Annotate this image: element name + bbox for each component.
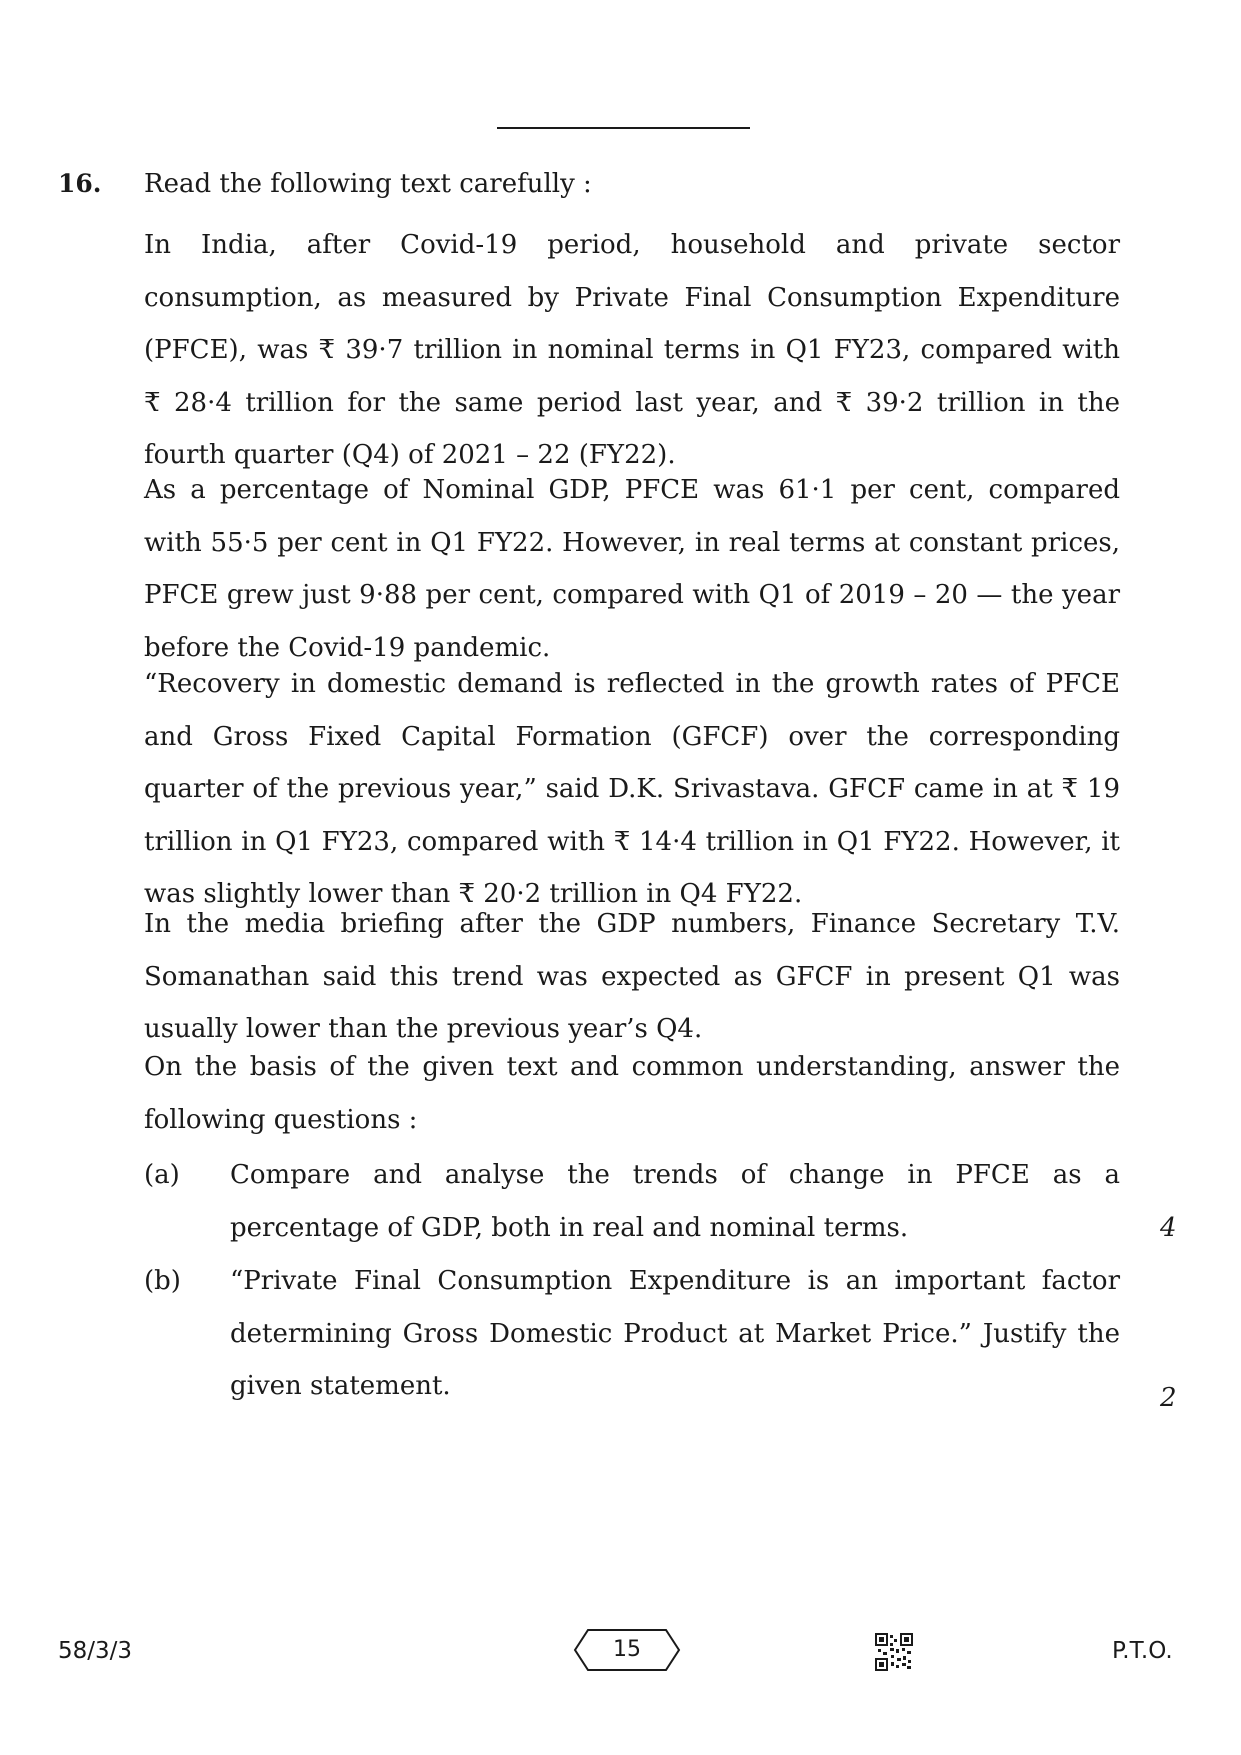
passage-paragraph-1: In India, after Covid-19 period, household and private sector consumption, as measured by Private Final Consumption Expenditure (PFCE), was ₹ 39·7 trillion in nominal terms in Q1 FY23, compared with ₹ 28·4 trillion for the same period last year, and ₹ 39·2 trillion in the fourth quarter (Q4) of 2021 – 22 (FY22). xyxy=(144,230,1120,470)
instruction-paragraph: On the basis of the given text and common understanding, answer the following questions : xyxy=(144,1052,1120,1135)
please-turn-over: P.T.O. xyxy=(1112,1638,1173,1664)
top-divider xyxy=(497,127,750,129)
passage-paragraph-3: “Recovery in domestic demand is reflected in the growth rates of PFCE and Gross Fixed Capital Formation (GFCF) over the corresponding quarter of the previous year,” said D.K. Srivastava. GFCF came in at ₹ 19 trillion in Q1 FY23, compared with ₹ 14·4 trillion in Q1 FY22. However, it was slightly lower than ₹ 20·2 trillion in Q4 FY22. xyxy=(144,669,1120,909)
page-number-badge xyxy=(572,1627,682,1673)
subquestion-a-marks: 4 xyxy=(1160,1213,1177,1243)
passage-paragraph-2: As a percentage of Nominal GDP, PFCE was 61·1 per cent, compared with 55·5 per cent in Q1 FY22. However, in real terms at constant prices, PFCE grew just 9·88 per cent, compared with Q1 of 2019 – 20 — the year before the Covid-19 pandemic. xyxy=(144,475,1120,663)
page-number: 15 xyxy=(613,1637,641,1662)
passage-paragraph-4: In the media briefing after the GDP numbers, Finance Secretary T.V. Somanathan said this trend was expected as GFCF in present Q1 was usually lower than the previous year’s Q4. xyxy=(144,909,1120,1044)
subquestion-b-marks: 2 xyxy=(1160,1383,1177,1413)
qr-code-icon xyxy=(875,1633,913,1671)
subquestion-b-text: “Private Final Consumption Expenditure is an important factor determining Gross Domestic Product at Market Price.” Justify the given statement. xyxy=(230,1266,1120,1401)
subquestion-a-text: Compare and analyse the trends of change in PFCE as a percentage of GDP, both in real and nominal terms. xyxy=(230,1160,1120,1243)
subquestion-a-label: (a) xyxy=(144,1160,180,1190)
paper-code: 58/3/3 xyxy=(58,1638,133,1664)
question-number: 16. xyxy=(58,169,102,198)
subquestion-b-label: (b) xyxy=(144,1266,181,1296)
question-intro: Read the following text carefully : xyxy=(144,169,592,199)
